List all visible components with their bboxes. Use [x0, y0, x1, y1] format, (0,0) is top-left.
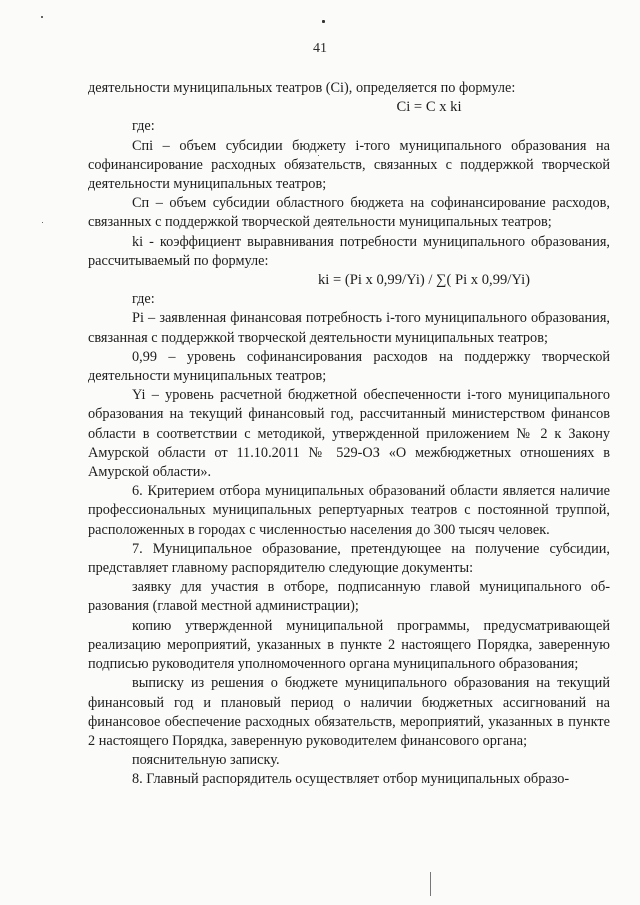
where-label: где: [132, 291, 155, 308]
scan-speck [42, 222, 43, 223]
definition-ki: ki - коэффициент выравнивания потребности муниципального образования, рассчитываемый по формуле: [88, 233, 610, 269]
definition-cpi: Cпi – объем субсидии бюджету i-того муниципального образования на софинансирование расходных обязательств, связанных с поддержкой творческой деятельности муниципальных театров; [88, 137, 610, 193]
definition-pi: Pi – заявленная финансовая потребность i-того муниципального образования, связанная с поддержкой творческой деятельности муниципальных театров; [88, 310, 610, 346]
definition-yi: Yi – уровень расчетной бюджетной обеспеченности i-того муниципального образования на текущий финансовый год, рассчитанный министерством финансов области в соответствии с методикой, утвержденной приложением № 2 к Закону Амурской области от 11.10.2011 № 529-ОЗ «О межбюджетных отношениях в Амурской области». [88, 387, 610, 481]
scan-speck [41, 16, 43, 18]
document-item-application: заявку для участия в отборе, подписанную главой муниципального образования (главой местной администрации); [88, 579, 610, 615]
where-label: где: [132, 118, 155, 135]
paragraph-7: 7. Муниципальное образование, претендующее на получение субсидии, представляет главному распорядителю следующие документы: [88, 540, 610, 577]
formula-ci: Ci = C x ki [396, 99, 462, 116]
intro-line: деятельности муниципальных театров (Ci), определяется по формуле: [88, 80, 516, 96]
definition-099: 0,99 – уровень софинансирования расходов на поддержку творческой деятельности муниципальных театров; [88, 348, 610, 385]
document-item-note: пояснительную записку. [132, 752, 280, 769]
page-number: 41 [313, 41, 327, 56]
document-item-program-copy: копию утвержденной муниципальной программы, предусматривающей реализацию мероприятий, указанных в пункте 2 настоящего Порядка, заверенную подписью руководителя уполномоченного органа муниципального образования; [88, 617, 610, 673]
definition-cp: Cп – объем субсидии областного бюджета на софинансирование расходов, связанных с поддержкой творческой деятельности муниципальных театров; [88, 195, 610, 231]
paragraph-6: 6. Критерием отбора муниципальных образований области является наличие профессиональных муниципальных репертуарных театров с постоянной труппой, расположенных в городах с численностью населения до 300 тысяч человек. [88, 483, 610, 538]
formula-ki: ki = (Pi x 0,99/Yi) / ∑( Pi x 0,99/Yi) [317, 272, 530, 289]
document-body [88, 79, 610, 790]
scan-speck [322, 20, 325, 23]
paragraph-8: 8. Главный распорядитель осуществляет отбор муниципальных образо- [132, 771, 570, 788]
document-item-budget-extract: выписку из решения о бюджете муниципального образования на текущий финансовый год и плановый период о наличии бюджетных ассигнований на финансовое обеспечение расходных обязательств, мероприятий, указанных в пункте 2 настоящего Порядка, заверенную руководителем финансового органа; [88, 675, 610, 749]
scan-artifact-mark [430, 872, 431, 896]
